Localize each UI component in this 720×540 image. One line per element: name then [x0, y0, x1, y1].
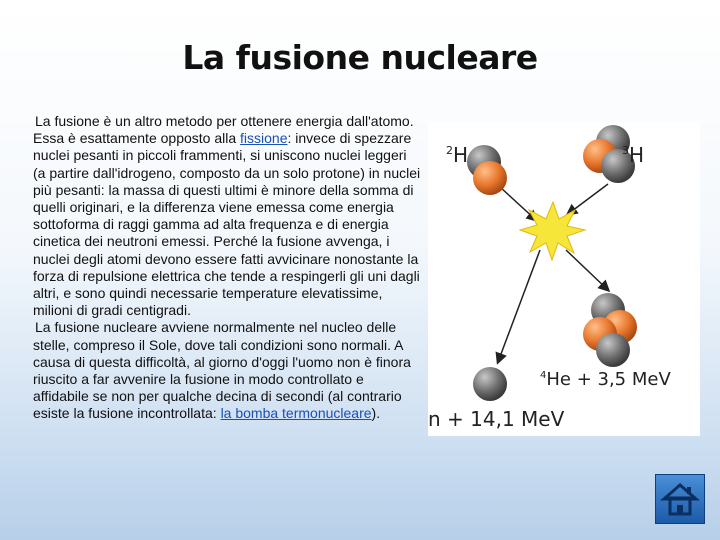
- home-button[interactable]: [655, 474, 705, 524]
- paragraph-1-start: La fusione è un altro metodo per ottenere energia dall'atomo. Essa è esattamente opposto alla: [33, 113, 414, 147]
- arrow-tritium: [568, 184, 608, 214]
- paragraph-2: [33, 319, 421, 422]
- home-icon: [656, 475, 704, 523]
- paragraph-2-start: La fusione nucleare avviene normalmente nel nucleo delle stelle, compreso il Sole, dove tali condizioni sono normali. A causa di questa difficoltà, al giorno d'oggi l'uomo non è finora riuscito a far avvenire la fusione in modo controllato e affidabile se non per qualche decina di secondi (al contrario esiste la fusione incontrollata:: [33, 319, 411, 422]
- fusion-diagram-svg: [428, 122, 700, 436]
- body-text: [33, 113, 421, 423]
- deuterium-nucleus: [467, 145, 507, 195]
- deuterium-label: $^2$H: [446, 143, 469, 167]
- helium-nucleus: [583, 293, 637, 367]
- arrow-helium: [566, 250, 608, 290]
- paragraph-1: [33, 113, 421, 319]
- helium-label: $^4$He + 3,5 MeV: [540, 369, 671, 390]
- neutron-label: n + 14,1 MeV: [428, 407, 565, 431]
- paragraph-1-end: : invece di spezzare nuclei pesanti in piccoli frammenti, si uniscono nuclei leggeri (a partire dall'idrogeno, composto da un solo protone) in nuclei più pesanti: la massa di questi ultimi è minore della somma di quelli originari, e la differenza viene emessa come energia sottoforma di raggi gamma ad alta frequenza e di energia cinetica dei neutroni emessi. Perché la fusione avvenga, i nuclei degli atomi devono essere fatti avvicinare nonostante la forza di repulsione elettrica che tende a respingerli gli uni dagli altri, e sono quindi necessarie temperature elevatissime, milioni di gradi centigradi.: [33, 130, 421, 319]
- arrow-neutron: [498, 250, 540, 362]
- neutron: [473, 367, 507, 401]
- fusion-diagram: [428, 122, 700, 436]
- fissione-link[interactable]: fissione: [240, 130, 288, 147]
- paragraph-2-end: ).: [371, 405, 381, 422]
- bomba-termonucleare-link[interactable]: la bomba termonucleare: [220, 405, 372, 422]
- page-title: La fusione nucleare: [182, 38, 538, 77]
- arrow-deuterium: [500, 187, 536, 220]
- energy-star-icon: [520, 202, 585, 260]
- tritium-label: $^3$H: [622, 143, 645, 167]
